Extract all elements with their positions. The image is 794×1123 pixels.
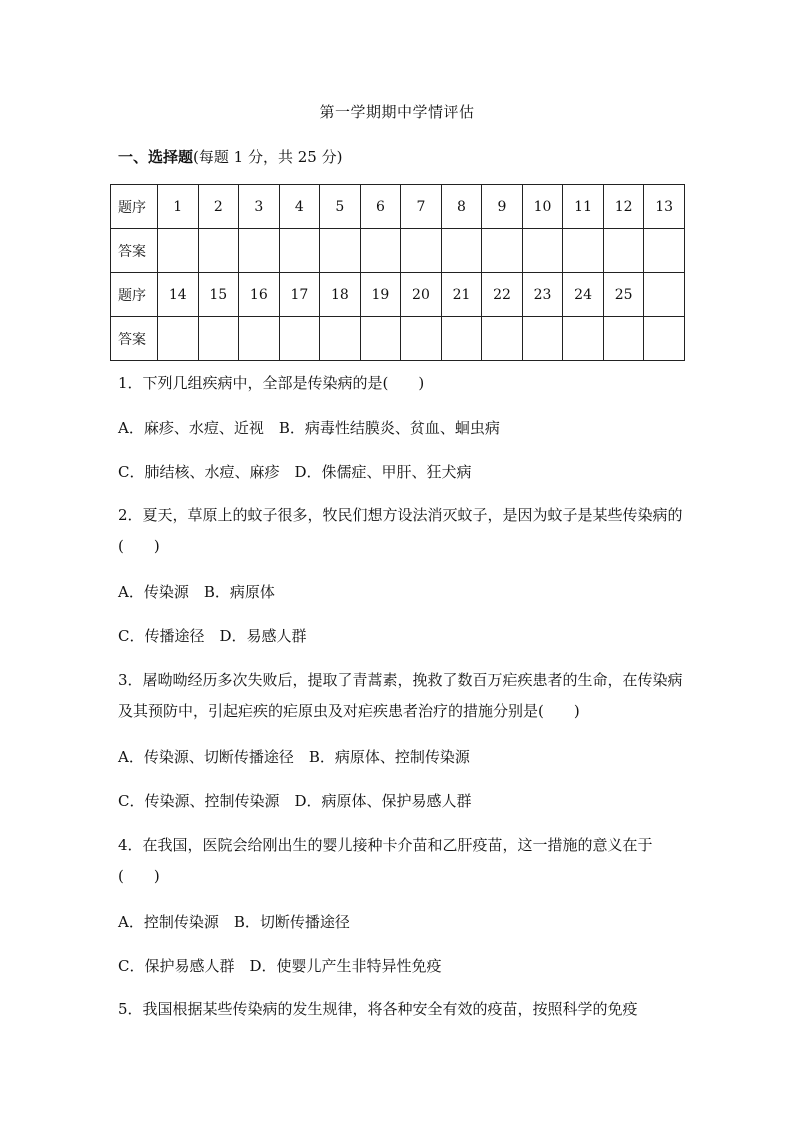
- index-cell: 8: [441, 185, 482, 229]
- row-label-index: 题序: [111, 273, 158, 317]
- answer-cell[interactable]: [158, 229, 199, 273]
- index-cell: 4: [279, 185, 320, 229]
- answer-cell[interactable]: [482, 317, 523, 361]
- answer-cell[interactable]: [522, 317, 563, 361]
- answer-cell[interactable]: [360, 317, 401, 361]
- question-1-option-line-2: C．肺结核、水痘、麻疹 D．侏儒症、甲肝、狂犬病: [118, 463, 472, 481]
- answer-cell[interactable]: [360, 229, 401, 273]
- question-2-stem: 2．夏天，草原上的蚊子很多，牧民们想方设法消灭蚊子，是因为蚊子是某些传染病的( ): [118, 506, 683, 555]
- index-cell: 24: [563, 273, 604, 317]
- row-label-answer: 答案: [111, 229, 158, 273]
- question-5-stem: 5．我国根据某些传染病的发生规律，将各种安全有效的疫苗，按照科学的免疫: [118, 1000, 638, 1018]
- table-row-answer-2: [111, 317, 685, 361]
- answer-cell[interactable]: [320, 317, 361, 361]
- answer-cell[interactable]: [563, 229, 604, 273]
- answer-cell[interactable]: [644, 317, 685, 361]
- answer-cell[interactable]: [441, 317, 482, 361]
- index-cell: 3: [239, 185, 280, 229]
- index-cell: 5: [320, 185, 361, 229]
- answer-cell[interactable]: [158, 317, 199, 361]
- index-cell: 6: [360, 185, 401, 229]
- row-label-answer: 答案: [111, 317, 158, 361]
- index-cell: 2: [198, 185, 239, 229]
- table-row-answer-1: [111, 229, 685, 273]
- index-cell: 23: [522, 273, 563, 317]
- answer-table: [110, 184, 685, 361]
- section-label: 一、选择题: [118, 148, 194, 166]
- question-4-stem: 4．在我国，医院会给刚出生的婴儿接种卡介苗和乙肝疫苗，这一措施的意义在于( ): [118, 836, 653, 885]
- table-row-index-2: [111, 273, 685, 317]
- index-cell: 19: [360, 273, 401, 317]
- answer-cell[interactable]: [603, 229, 644, 273]
- index-cell: 16: [239, 273, 280, 317]
- answer-cell[interactable]: [482, 229, 523, 273]
- question-2-option-line-2: C．传播途径 D．易感人群: [118, 627, 307, 645]
- question-3-stem: 3．屠呦呦经历多次失败后，提取了青蒿素，挽救了数百万疟疾患者的生命，在传染病及其预防中，引起疟疾的疟原虫及对疟疾患者治疗的措施分别是( ): [118, 671, 683, 720]
- index-cell: 13: [644, 185, 685, 229]
- index-cell: 9: [482, 185, 523, 229]
- index-cell: 20: [401, 273, 442, 317]
- question-4-option-line-1: A．控制传染源 B．切断传播途径: [118, 913, 350, 931]
- answer-cell[interactable]: [279, 229, 320, 273]
- index-cell: 18: [320, 273, 361, 317]
- question-2-option-line-1: A．传染源 B．病原体: [118, 583, 275, 601]
- question-1-stem: 1．下列几组疾病中，全部是传染病的是( ): [118, 374, 425, 392]
- index-cell: 25: [603, 273, 644, 317]
- section-note: (每题 1 分，共 25 分): [193, 148, 343, 166]
- answer-cell[interactable]: [198, 229, 239, 273]
- index-cell: 12: [603, 185, 644, 229]
- answer-cell[interactable]: [401, 229, 442, 273]
- answer-cell[interactable]: [401, 317, 442, 361]
- page-title: 第一学期期中学情评估: [319, 103, 475, 121]
- table-row-index-1: [111, 185, 685, 229]
- answer-cell[interactable]: [239, 317, 280, 361]
- question-3-option-line-2: C．传染源、控制传染源 D．病原体、保护易感人群: [118, 792, 472, 810]
- index-cell: 21: [441, 273, 482, 317]
- answer-cell[interactable]: [198, 317, 239, 361]
- index-cell: 10: [522, 185, 563, 229]
- answer-cell[interactable]: [644, 229, 685, 273]
- question-1-option-line-1: A．麻疹、水痘、近视 B．病毒性结膜炎、贫血、蛔虫病: [118, 419, 500, 437]
- answer-cell[interactable]: [239, 229, 280, 273]
- answer-cell[interactable]: [603, 317, 644, 361]
- index-cell: 17: [279, 273, 320, 317]
- index-cell: 22: [482, 273, 523, 317]
- index-cell: 11: [563, 185, 604, 229]
- index-cell: 1: [158, 185, 199, 229]
- answer-cell[interactable]: [279, 317, 320, 361]
- answer-cell[interactable]: [320, 229, 361, 273]
- index-cell: 15: [198, 273, 239, 317]
- answer-cell[interactable]: [522, 229, 563, 273]
- index-cell: [644, 273, 685, 317]
- answer-cell[interactable]: [563, 317, 604, 361]
- index-cell: 14: [158, 273, 199, 317]
- index-cell: 7: [401, 185, 442, 229]
- section-heading: [118, 146, 342, 167]
- row-label-index: 题序: [111, 185, 158, 229]
- question-4-option-line-2: C．保护易感人群 D．使婴儿产生非特异性免疫: [118, 957, 442, 975]
- answer-cell[interactable]: [441, 229, 482, 273]
- question-3-option-line-1: A．传染源、切断传播途径 B．病原体、控制传染源: [118, 748, 470, 766]
